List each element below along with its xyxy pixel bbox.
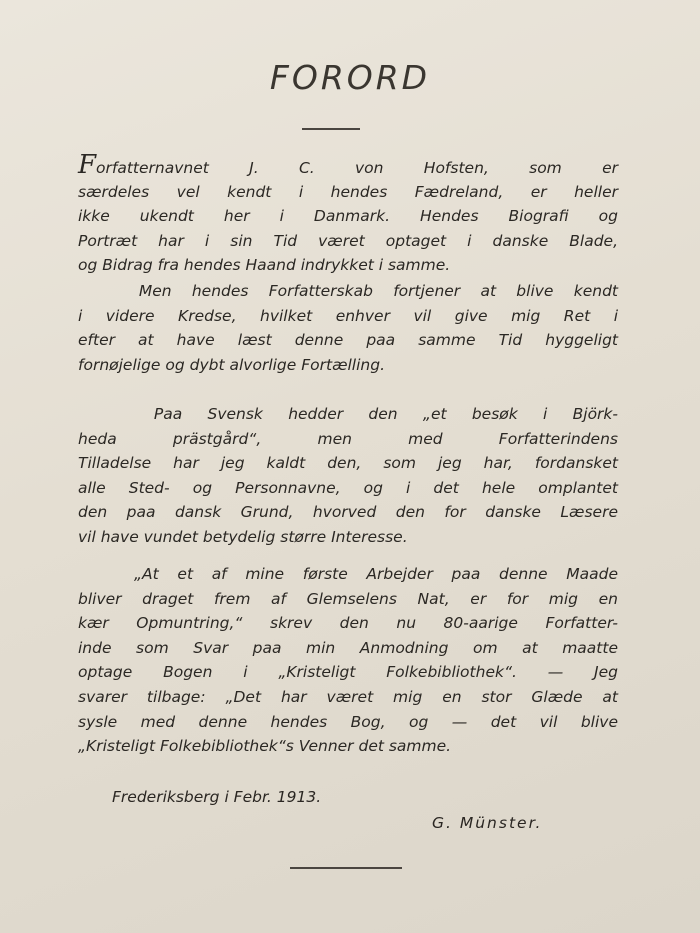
paragraph-3 — [78, 402, 618, 550]
text-line: kær Opmuntring,“ skrev den nu 80-aarige Forfatter- — [78, 614, 618, 633]
text-line: ikke ukendt her i Danmark. Hendes Biografi og — [78, 207, 618, 226]
text-line: „At et af mine første Arbejder paa denne Maade — [78, 565, 618, 583]
paragraph-2 — [78, 279, 618, 377]
text-line: særdeles vel kendt i hendes Fædreland, er heller — [78, 182, 618, 201]
bottom-divider — [290, 867, 402, 869]
text-line: Men hendes Forfatterskab fortjener at blive kendt — [78, 282, 618, 300]
text-line: i videre Kredse, hvilket enhver vil give mig Ret i — [78, 306, 618, 325]
text-line: sysle med denne hendes Bog, og — det vil blive — [78, 712, 618, 731]
top-divider — [302, 128, 360, 130]
text-line: Tilladelse har jeg kaldt den, som jeg har, fordansket — [78, 454, 618, 473]
text-line: optage Bogen i „Kristeligt Folkebibliothek“. — Jeg — [78, 663, 618, 682]
text-line: den paa dansk Grund, hvorved den for danske Læsere — [78, 503, 618, 522]
text-line: og Bidrag fra hendes Haand indrykket i samme. — [78, 256, 451, 275]
signature: G. Münster. — [432, 814, 543, 832]
text-line: efter at have læst denne paa samme Tid hyggeligt — [78, 331, 618, 350]
text-line: „Kristeligt Folkebibliothek“s Venner det samme. — [78, 737, 452, 756]
text-line: svarer tilbage: „Det har været mig en stor Glæde at — [78, 687, 618, 706]
text-line: heda prästgård“, men med Forfatterindens — [78, 429, 618, 448]
text-line: bliver draget frem af Glemselens Nat, er for mig en — [78, 589, 618, 608]
paragraph-1 — [78, 150, 618, 278]
text-line: Portræt har i sin Tid været optaget i danske Blade, — [78, 231, 618, 250]
paragraph-4 — [78, 562, 618, 759]
text-line: inde som Svar paa min Anmodning om at maatte — [78, 638, 618, 657]
page-title: FORORD — [269, 58, 431, 97]
drop-cap: F — [78, 150, 97, 180]
text-line: alle Sted- og Personnavne, og i det hele omplantet — [78, 478, 618, 497]
place-date: Frederiksberg i Febr. 1913. — [112, 788, 322, 806]
text-line: fornøjelige og dybt alvorlige Fortælling. — [78, 355, 386, 374]
text-line: Paa Svensk hedder den „et besøk i Björk- — [78, 405, 618, 423]
text-line: Forfatternavnet J. C. von Hofsten, som er — [78, 150, 618, 180]
text-line: vil have vundet betydelig større Interesse. — [78, 527, 408, 546]
